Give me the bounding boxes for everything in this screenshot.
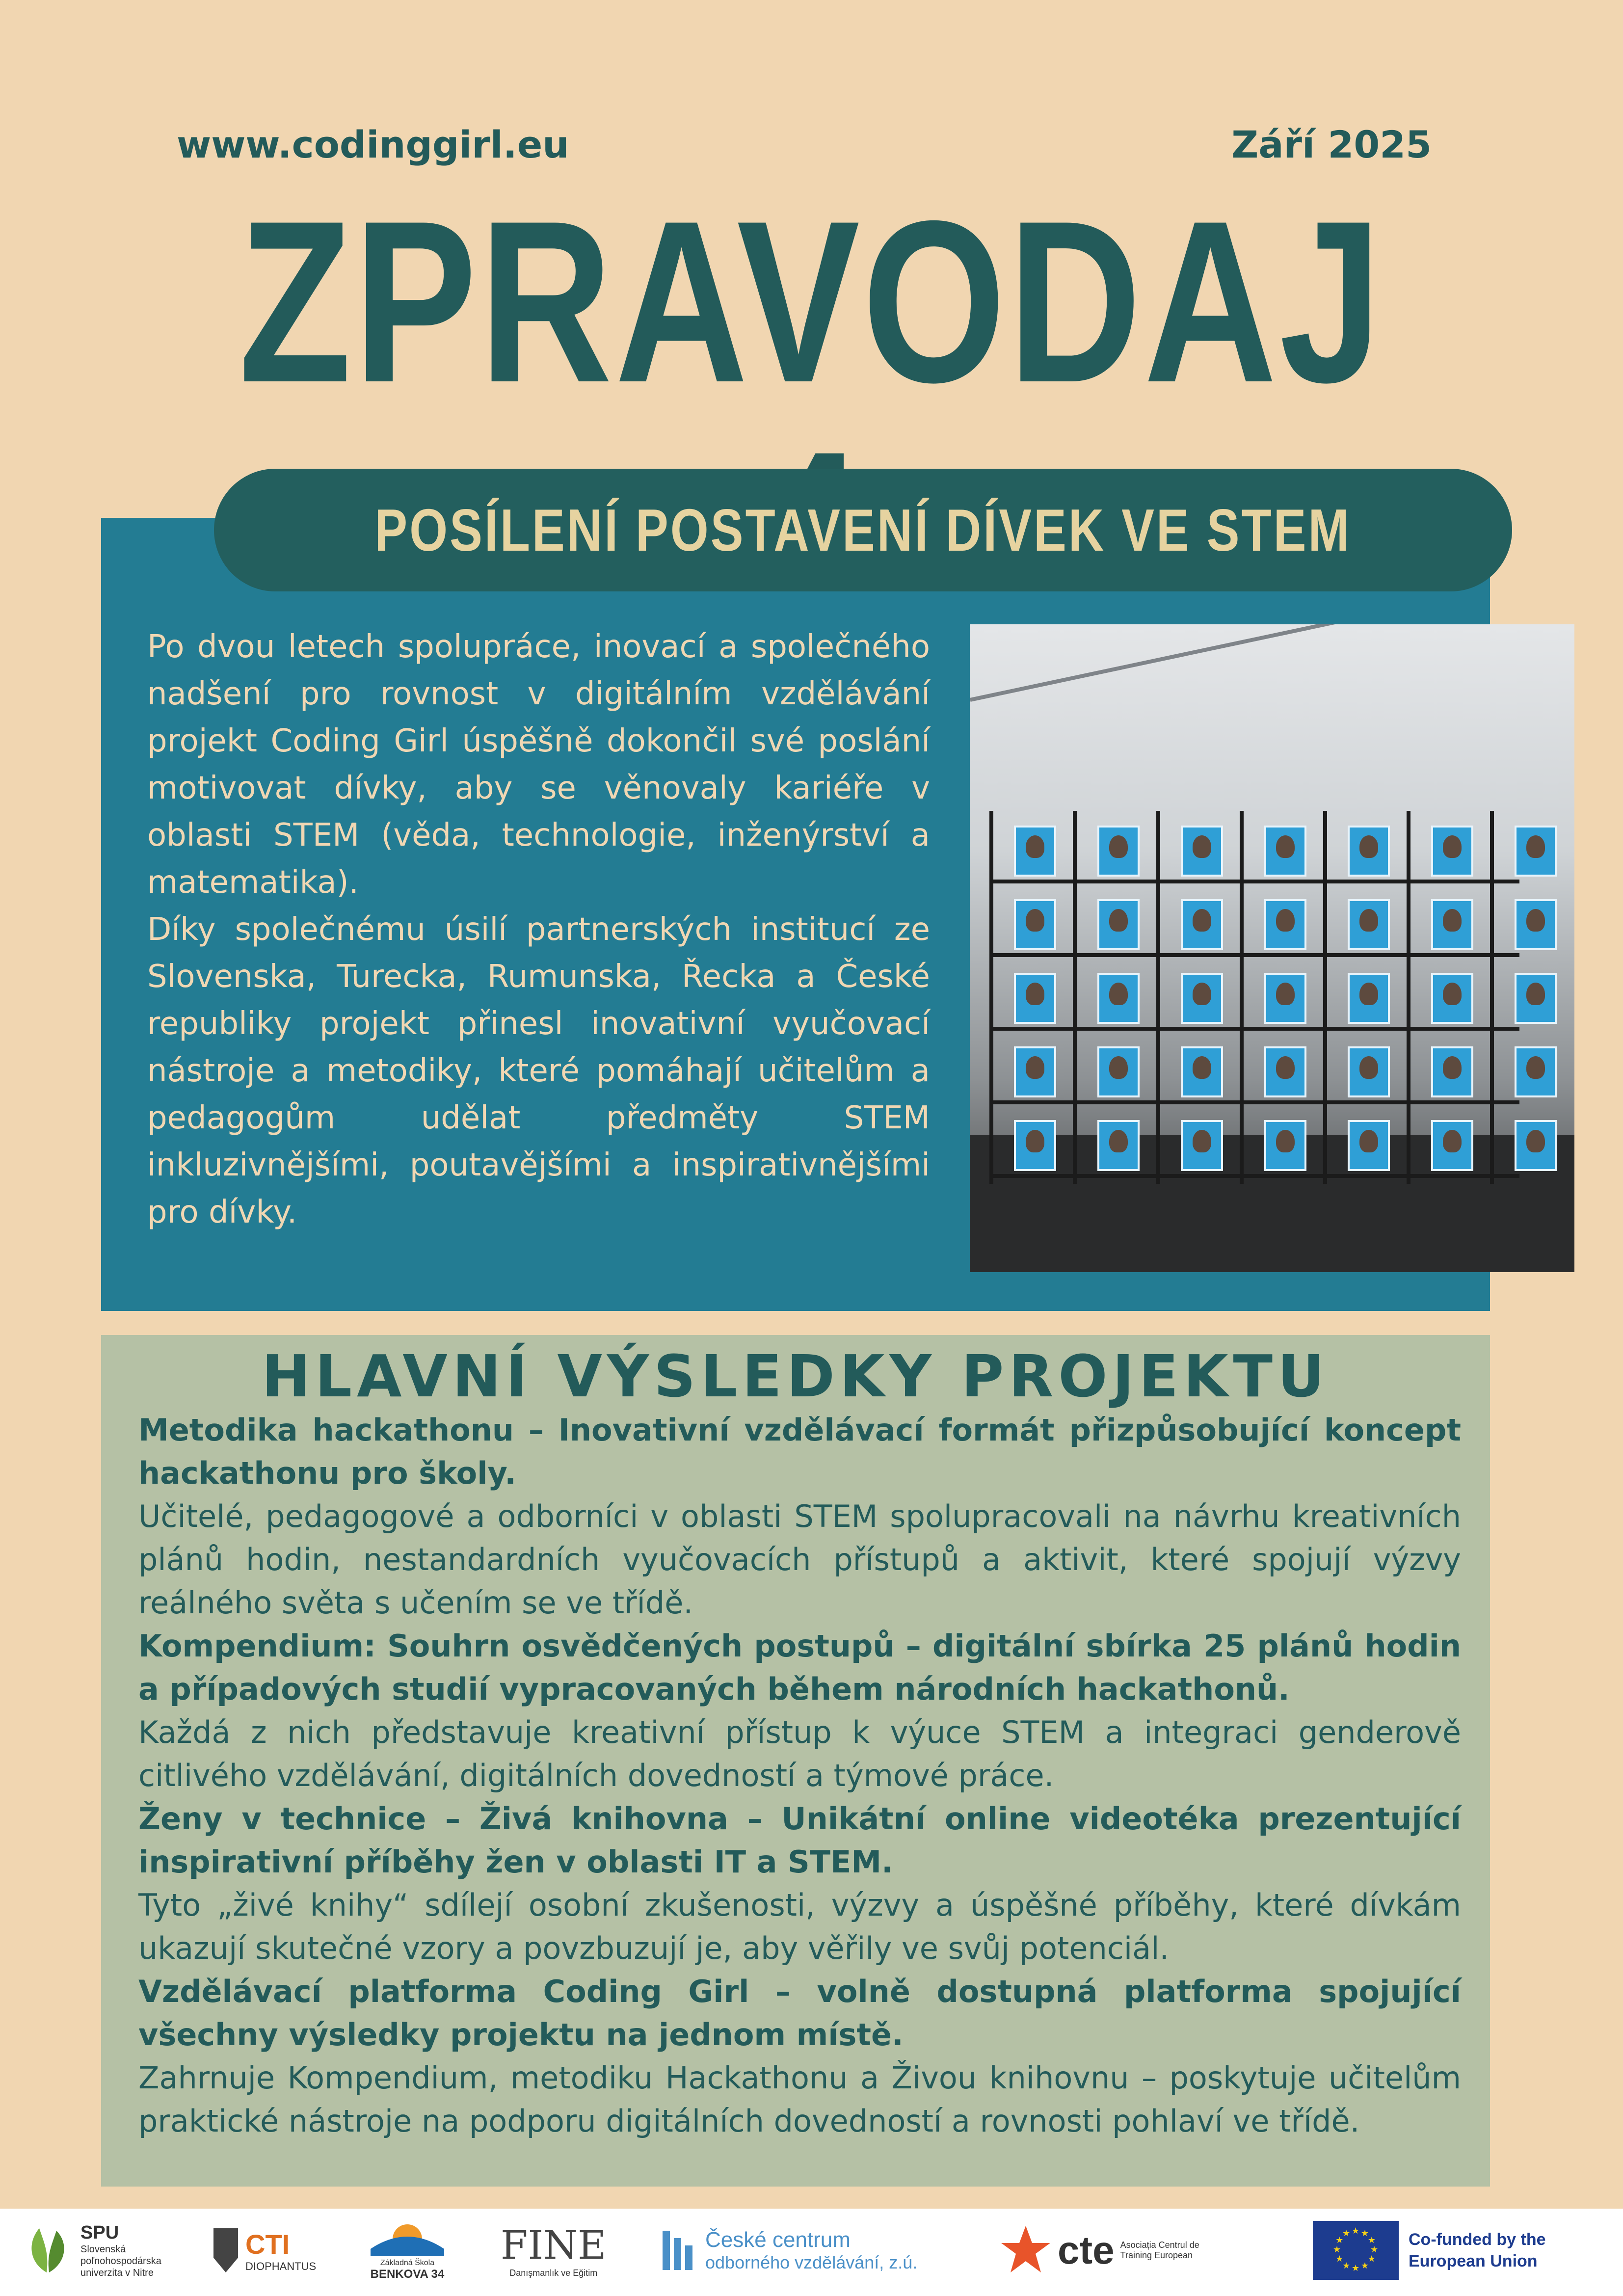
portrait-card <box>1348 1120 1390 1171</box>
portrait-card <box>1515 1120 1557 1171</box>
website-url: www.codinggirl.eu <box>177 123 569 166</box>
result-3-text: Tyto „živé knihy“ sdílejí osobní zkušenosti, výzvy a úspěšné příběhy, které dívkám ukazují skutečné vzory a povzbuzují je, aby věřily ve svůj potenciál. <box>138 1887 1461 1966</box>
eu-star-icon: ★ <box>1335 2235 1344 2245</box>
portrait-card <box>1515 899 1557 950</box>
portrait-card <box>1097 1046 1140 1097</box>
portrait-card <box>1431 1120 1473 1171</box>
result-1-text: Učitelé, pedagogové a odborníci v oblasti STEM spolupracovali na návrhu kreativních plánů hodin, nestandardních vyučovacích přístupů a aktivit, které spojují výzvy reálného světa s učením se ve třídě. <box>138 1498 1461 1621</box>
eu-star-icon: ★ <box>1370 2244 1379 2255</box>
shelf-rail <box>989 1027 1519 1031</box>
eu-flag-icon <box>1313 2221 1399 2280</box>
portrait-card <box>1181 826 1223 877</box>
portrait-card <box>1014 899 1056 950</box>
portrait-card <box>1014 1120 1056 1171</box>
portrait-card <box>1515 973 1557 1024</box>
portrait-card <box>1014 1046 1056 1097</box>
portrait-card <box>1097 973 1140 1024</box>
portrait-card <box>1431 826 1473 877</box>
intro-text <box>147 623 930 1236</box>
portrait-card <box>1515 826 1557 877</box>
portrait-card <box>1181 1046 1223 1097</box>
portrait-card <box>1348 1046 1390 1097</box>
shelf-post <box>1156 811 1160 1184</box>
portrait-card <box>1264 1120 1306 1171</box>
eu-cofunded-logo: ★ ★ ★ ★ ★ ★ ★ ★ ★ ★ ★ ★ Co-funded by the European Union <box>1313 2211 1585 2290</box>
shelf-post <box>1240 811 1244 1184</box>
exhibition-photo <box>970 624 1574 1272</box>
eu-star-icon: ★ <box>1333 2244 1341 2255</box>
zs-benkova-logo: Základná Škola BENKOVA 34 <box>366 2211 449 2290</box>
portrait-card <box>1348 899 1390 950</box>
portrait-card <box>1014 826 1056 877</box>
bars-icon <box>660 2226 699 2275</box>
result-1-title: Metodika hackathonu – Inovativní vzdělávací formát přizpůsobující koncept hackathonu pro školy. <box>138 1412 1461 1491</box>
portrait-card <box>1264 899 1306 950</box>
portrait-card <box>1264 973 1306 1024</box>
eu-star-icon: ★ <box>1352 2226 1360 2236</box>
portrait-card <box>1431 1046 1473 1097</box>
portrait-card <box>1348 973 1390 1024</box>
subtitle-banner <box>214 469 1512 591</box>
eu-star-icon: ★ <box>1361 2228 1369 2239</box>
shelf-rail <box>989 880 1519 883</box>
shelf-rail <box>989 1174 1519 1178</box>
issue-date: Září 2025 <box>1231 123 1432 166</box>
shelf-rail <box>989 1100 1519 1104</box>
fine-logo: FINE Danışmanlık ve Eğitim <box>501 2222 607 2278</box>
portrait-card <box>1264 1046 1306 1097</box>
eu-star-icon: ★ <box>1361 2260 1369 2271</box>
result-4-text: Zahrnuje Kompendium, metodiku Hackathonu a Živou knihovnu – poskytuje učitelům praktické nástroje na podporu digitálních dovedností a rovnosti pohlaví ve třídě. <box>138 2060 1461 2139</box>
newsletter-title: ZPRAVODAJ <box>239 173 1384 430</box>
portrait-card <box>1097 826 1140 877</box>
eu-star-icon: ★ <box>1352 2263 1360 2273</box>
eu-star-icon: ★ <box>1342 2228 1351 2239</box>
results-heading: HLAVNÍ VÝSLEDKY PROJEKTU <box>262 1342 1330 1410</box>
cti-logo: CTI DIOPHANTUS <box>211 2211 316 2290</box>
shelf-post <box>1490 811 1494 1184</box>
shelf-post <box>989 811 993 1184</box>
shelf-post <box>1407 811 1410 1184</box>
result-3-title: Ženy v technice – Živá knihovna – Unikátní online videotéka prezentující inspirativní příběhy žen v oblasti IT a STEM. <box>138 1801 1461 1880</box>
result-2-text: Každá z nich představuje kreativní přístup k výuce STEM a integraci genderově citlivého vzdělávání, digitálních dovedností a týmové práce. <box>138 1714 1461 1793</box>
portrait-card <box>1181 1120 1223 1171</box>
shelf-post <box>1323 811 1327 1184</box>
ceske-centrum-logo: České centrum odborného vzdělávání, z.ú. <box>660 2211 917 2290</box>
eu-star-icon: ★ <box>1367 2254 1376 2264</box>
eu-star-icon: ★ <box>1342 2260 1351 2271</box>
spu-logo: SPU Slovenská poľnohospodárska univerzita v Nitre <box>20 2211 174 2290</box>
cte-logo: cte Asociația Centrul de Training European <box>999 2211 1204 2290</box>
shelf-rail <box>989 953 1519 957</box>
portrait-card <box>1431 899 1473 950</box>
star-icon <box>999 2223 1053 2277</box>
portrait-card <box>1097 899 1140 950</box>
portrait-card <box>1181 973 1223 1024</box>
result-4-title: Vzdělávací platforma Coding Girl – volně dostupná platforma spojující všechny výsledky projektu na jednom místě. <box>138 1974 1461 2053</box>
eu-star-icon: ★ <box>1335 2254 1344 2264</box>
shield-icon <box>211 2223 240 2277</box>
portrait-card <box>1515 1046 1557 1097</box>
portrait-card <box>1431 973 1473 1024</box>
results-list <box>138 1409 1461 2143</box>
eu-star-icon: ★ <box>1367 2235 1376 2245</box>
book-icon <box>366 2219 449 2259</box>
portrait-card <box>1181 899 1223 950</box>
portrait-card <box>1014 973 1056 1024</box>
intro-paragraph-2: Díky společnému úsilí partnerských institucí ze Slovenska, Turecka, Rumunska, Řecka a České republiky projekt přinesl inovativní vyučovací nástroje a metodiky, které pomáhají učitelům a pedagogům udělat předměty STEM inkluzivnějšími, poutavějšími a inspirativnějšími pro dívky. <box>147 911 930 1230</box>
subtitle-text: POSÍLENÍ POSTAVENÍ DÍVEK VE STEM <box>374 497 1352 563</box>
portrait-card <box>1348 826 1390 877</box>
portrait-card <box>1264 826 1306 877</box>
intro-paragraph-1: Po dvou letech spolupráce, inovací a společného nadšení pro rovnost v digitálním vzdělávání projekt Coding Girl úspěšně dokončil své poslání motivovat dívky, aby se věnovaly kariéře v oblasti STEM (věda, technologie, inženýrství a matematika). <box>147 629 930 901</box>
portrait-card <box>1097 1120 1140 1171</box>
leaf-icon <box>20 2223 74 2277</box>
shelf-post <box>1073 811 1077 1184</box>
result-2-title: Kompendium: Souhrn osvědčených postupů – digitální sbírka 25 plánů hodin a případových studií vypracovaných během národních hackathonů. <box>138 1628 1461 1707</box>
